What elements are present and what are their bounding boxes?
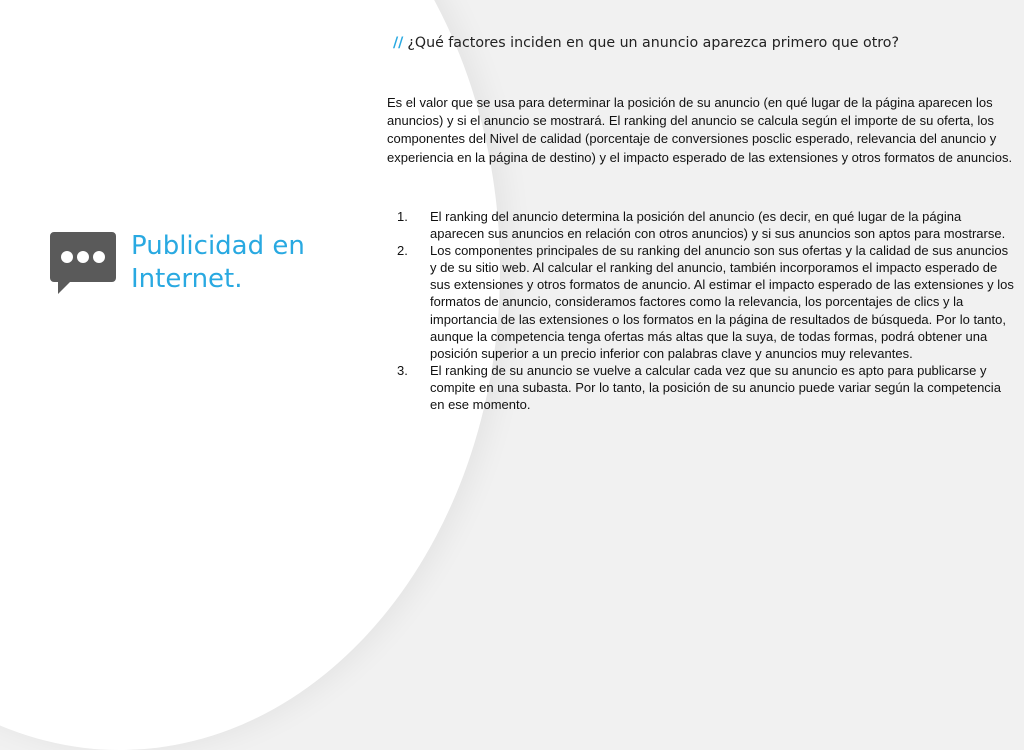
- list-item-text: Los componentes principales de su ranking del anuncio son sus ofertas y la calidad de sus anuncios y de su sitio web. Al calcular el ranking del anuncio, también incorporamos el impacto esperado de sus extensiones y otros formatos de anuncio. Al estimar el impacto esperado de las extensiones y los formatos de anuncio, consideramos factores como la relevancia, los porcentajes de clics y la importancia de las extensiones o los formatos en la página de resultados de búsqueda. Por lo tanto, aunque la competencia tenga ofertas más altas que la suya, de todas formas, podrá obtener una posición superior a un precio inferior con palabras clave y anuncios muy relevantes.: [430, 243, 1014, 361]
- list-item: [387, 208, 1017, 242]
- list-item-text: El ranking del anuncio determina la posición del anuncio (es decir, en qué lugar de la página aparecen sus anuncios en relación con otros anuncios) y si sus anuncios son aptos para mostrarse.: [430, 209, 1006, 242]
- list-item: [387, 242, 1017, 362]
- slide-title: Publicidad en Internet.: [131, 231, 305, 294]
- slide-heading: [393, 35, 1013, 51]
- list-item-number: 3.: [397, 362, 408, 378]
- heading-text: ¿Qué factores inciden en que un anuncio aparezca primero que otro?: [407, 35, 900, 51]
- chat-bubble-ellipsis-icon: [50, 232, 116, 294]
- heading-marker: //: [393, 35, 404, 51]
- intro-paragraph: Es el valor que se usa para determinar la posición de su anuncio (en qué lugar de la página aparecen los anuncios) y si el anuncio se mostrará. El ranking del anuncio se calcula según el importe de su oferta, los componentes del Nivel de calidad (porcentaje de conversiones posclic esperado, relevancia del anuncio y experiencia en la página de destino) y el impacto esperado de las extensiones y otros formatos de anuncios.: [387, 95, 1013, 165]
- list-item-number: 2.: [397, 243, 408, 259]
- numbered-list: [387, 208, 1017, 413]
- list-item-text: El ranking de su anuncio se vuelve a calcular cada vez que su anuncio es apto para publicarse y compite en una subasta. Por lo tanto, la posición de su anuncio puede variar según la competencia en ese momento.: [430, 362, 1001, 413]
- list-item-number: 1.: [397, 209, 408, 224]
- list-item: [387, 362, 1017, 413]
